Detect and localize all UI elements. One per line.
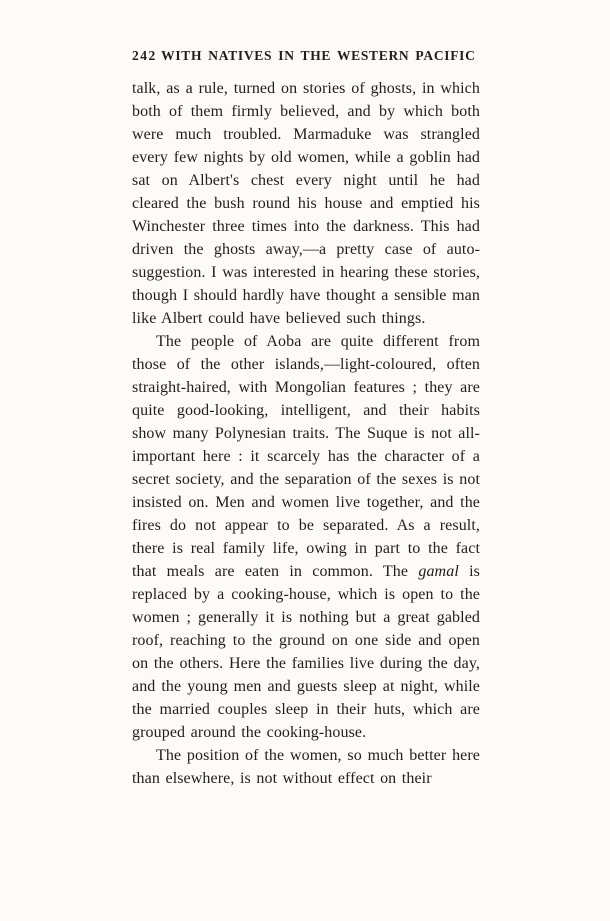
page-number: 242 <box>132 48 157 63</box>
paragraph-2: The people of Aoba are quite different from those of the other islands,—light-coloured, often straight-haired, with Mongolian features ; they are quite good-looking, intelligent, and their habits show many Polynesian traits. The Suque is not all-important here : it scarcely has the character of a secret society, and the separation of the sexes is not insisted on. Men and women live together, and the fires do not appear to be separated. As a result, there is real family life, owing in part to the fact that meals are eaten in common. The gamal is replaced by a cooking-house, which is open to the women ; generally it is nothing but a great gabled roof, reaching to the ground on one side and open on the others. Here the families live during the day, and the young men and guests sleep at night, while the married couples sleep in their huts, which are grouped around the cooking-house. <box>132 333 480 741</box>
page-title: WITH NATIVES IN THE WESTERN PACIFIC <box>161 48 476 63</box>
running-head <box>132 48 480 64</box>
paragraph-1: talk, as a rule, turned on stories of ghosts, in which both of them firmly believed, and by which both were much troubled. Marmaduke was strangled every few nights by old women, while a goblin had sat on Albert's chest every night until he had cleared the bush round his house and emptied his Winchester three times into the darkness. This had driven the ghosts away,—a pretty case of auto-suggestion. I was interested in hearing these stories, though I should hardly have thought a sensible man like Albert could have believed such things. <box>132 80 480 327</box>
paragraph-3: The position of the women, so much better here than elsewhere, is not without effect on their <box>132 747 480 787</box>
body-text <box>132 77 480 790</box>
